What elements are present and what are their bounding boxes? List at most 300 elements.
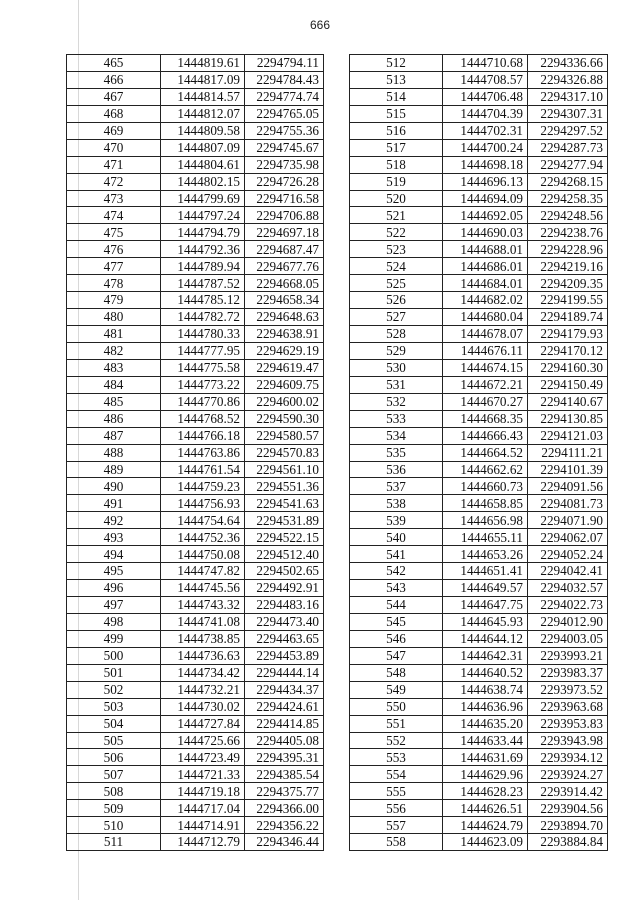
y-coordinate-cell: 2294248.56 bbox=[528, 207, 608, 224]
table-row bbox=[67, 258, 324, 275]
y-coordinate-cell: 2294121.03 bbox=[528, 427, 608, 444]
y-coordinate-cell: 2293914.42 bbox=[528, 783, 608, 800]
point-number-cell: 496 bbox=[67, 580, 161, 597]
table-row bbox=[350, 241, 608, 258]
point-number-cell: 507 bbox=[67, 766, 161, 783]
point-number-cell: 551 bbox=[350, 715, 443, 732]
table-row bbox=[350, 529, 608, 546]
y-coordinate-cell: 2294687.47 bbox=[245, 241, 324, 258]
point-number-cell: 555 bbox=[350, 783, 443, 800]
x-coordinate-cell: 1444777.95 bbox=[161, 342, 245, 359]
x-coordinate-cell: 1444653.26 bbox=[443, 546, 528, 563]
point-number-cell: 489 bbox=[67, 461, 161, 478]
x-coordinate-cell: 1444658.85 bbox=[443, 495, 528, 512]
point-number-cell: 487 bbox=[67, 427, 161, 444]
table-row bbox=[350, 342, 608, 359]
table-row bbox=[350, 105, 608, 122]
x-coordinate-cell: 1444636.96 bbox=[443, 698, 528, 715]
x-coordinate-cell: 1444794.79 bbox=[161, 224, 245, 241]
y-coordinate-cell: 2294745.67 bbox=[245, 139, 324, 156]
point-number-cell: 471 bbox=[67, 156, 161, 173]
coordinates-table-left bbox=[66, 54, 324, 851]
x-coordinate-cell: 1444700.24 bbox=[443, 139, 528, 156]
table-row bbox=[350, 359, 608, 376]
x-coordinate-cell: 1444686.01 bbox=[443, 258, 528, 275]
point-number-cell: 549 bbox=[350, 681, 443, 698]
point-number-cell: 468 bbox=[67, 105, 161, 122]
x-coordinate-cell: 1444780.33 bbox=[161, 326, 245, 343]
x-coordinate-cell: 1444812.07 bbox=[161, 105, 245, 122]
y-coordinate-cell: 2293953.83 bbox=[528, 715, 608, 732]
x-coordinate-cell: 1444644.12 bbox=[443, 630, 528, 647]
table-row bbox=[350, 410, 608, 427]
x-coordinate-cell: 1444766.18 bbox=[161, 427, 245, 444]
x-coordinate-cell: 1444680.04 bbox=[443, 309, 528, 326]
y-coordinate-cell: 2294101.39 bbox=[528, 461, 608, 478]
x-coordinate-cell: 1444741.08 bbox=[161, 613, 245, 630]
y-coordinate-cell: 2293884.84 bbox=[528, 834, 608, 851]
point-number-cell: 492 bbox=[67, 512, 161, 529]
x-coordinate-cell: 1444706.48 bbox=[443, 88, 528, 105]
x-coordinate-cell: 1444631.69 bbox=[443, 749, 528, 766]
y-coordinate-cell: 2294677.76 bbox=[245, 258, 324, 275]
table-row bbox=[350, 766, 608, 783]
y-coordinate-cell: 2294473.40 bbox=[245, 613, 324, 630]
x-coordinate-cell: 1444645.93 bbox=[443, 613, 528, 630]
y-coordinate-cell: 2294258.35 bbox=[528, 190, 608, 207]
x-coordinate-cell: 1444723.49 bbox=[161, 749, 245, 766]
y-coordinate-cell: 2294648.63 bbox=[245, 309, 324, 326]
point-number-cell: 490 bbox=[67, 478, 161, 495]
y-coordinate-cell: 2294765.05 bbox=[245, 105, 324, 122]
x-coordinate-cell: 1444719.18 bbox=[161, 783, 245, 800]
y-coordinate-cell: 2293934.12 bbox=[528, 749, 608, 766]
x-coordinate-cell: 1444640.52 bbox=[443, 664, 528, 681]
point-number-cell: 558 bbox=[350, 834, 443, 851]
y-coordinate-cell: 2294774.74 bbox=[245, 88, 324, 105]
point-number-cell: 481 bbox=[67, 326, 161, 343]
x-coordinate-cell: 1444754.64 bbox=[161, 512, 245, 529]
table-row bbox=[350, 817, 608, 834]
point-number-cell: 469 bbox=[67, 122, 161, 139]
table-row bbox=[67, 393, 324, 410]
point-number-cell: 473 bbox=[67, 190, 161, 207]
x-coordinate-cell: 1444692.05 bbox=[443, 207, 528, 224]
table-row bbox=[67, 478, 324, 495]
point-number-cell: 475 bbox=[67, 224, 161, 241]
y-coordinate-cell: 2294199.55 bbox=[528, 292, 608, 309]
y-coordinate-cell: 2293973.52 bbox=[528, 681, 608, 698]
table-row bbox=[67, 817, 324, 834]
y-coordinate-cell: 2294042.41 bbox=[528, 563, 608, 580]
point-number-cell: 466 bbox=[67, 71, 161, 88]
x-coordinate-cell: 1444633.44 bbox=[443, 732, 528, 749]
point-number-cell: 494 bbox=[67, 546, 161, 563]
y-coordinate-cell: 2294726.28 bbox=[245, 173, 324, 190]
table-row bbox=[67, 512, 324, 529]
table-row bbox=[350, 800, 608, 817]
y-coordinate-cell: 2294238.76 bbox=[528, 224, 608, 241]
y-coordinate-cell: 2294638.91 bbox=[245, 326, 324, 343]
table-row bbox=[350, 156, 608, 173]
y-coordinate-cell: 2294531.89 bbox=[245, 512, 324, 529]
point-number-cell: 524 bbox=[350, 258, 443, 275]
table-row bbox=[67, 647, 324, 664]
x-coordinate-cell: 1444727.84 bbox=[161, 715, 245, 732]
point-number-cell: 523 bbox=[350, 241, 443, 258]
point-number-cell: 495 bbox=[67, 563, 161, 580]
x-coordinate-cell: 1444698.18 bbox=[443, 156, 528, 173]
x-coordinate-cell: 1444662.62 bbox=[443, 461, 528, 478]
point-number-cell: 527 bbox=[350, 309, 443, 326]
x-coordinate-cell: 1444743.32 bbox=[161, 597, 245, 614]
point-number-cell: 483 bbox=[67, 359, 161, 376]
x-coordinate-cell: 1444642.31 bbox=[443, 647, 528, 664]
x-coordinate-cell: 1444708.57 bbox=[443, 71, 528, 88]
point-number-cell: 554 bbox=[350, 766, 443, 783]
y-coordinate-cell: 2294022.73 bbox=[528, 597, 608, 614]
x-coordinate-cell: 1444651.41 bbox=[443, 563, 528, 580]
x-coordinate-cell: 1444704.39 bbox=[443, 105, 528, 122]
y-coordinate-cell: 2294277.94 bbox=[528, 156, 608, 173]
point-number-cell: 497 bbox=[67, 597, 161, 614]
y-coordinate-cell: 2294366.00 bbox=[245, 800, 324, 817]
x-coordinate-cell: 1444792.36 bbox=[161, 241, 245, 258]
point-number-cell: 537 bbox=[350, 478, 443, 495]
table-row bbox=[67, 597, 324, 614]
table-row bbox=[67, 613, 324, 630]
table-row bbox=[67, 580, 324, 597]
y-coordinate-cell: 2294483.16 bbox=[245, 597, 324, 614]
y-coordinate-cell: 2294619.47 bbox=[245, 359, 324, 376]
point-number-cell: 543 bbox=[350, 580, 443, 597]
table-row bbox=[67, 681, 324, 698]
table-row bbox=[350, 563, 608, 580]
table-row bbox=[67, 427, 324, 444]
table-row bbox=[350, 783, 608, 800]
point-number-cell: 478 bbox=[67, 275, 161, 292]
y-coordinate-cell: 2294561.10 bbox=[245, 461, 324, 478]
table-row bbox=[350, 834, 608, 851]
table-row bbox=[67, 55, 324, 72]
point-number-cell: 553 bbox=[350, 749, 443, 766]
point-number-cell: 547 bbox=[350, 647, 443, 664]
y-coordinate-cell: 2294706.88 bbox=[245, 207, 324, 224]
point-number-cell: 531 bbox=[350, 376, 443, 393]
y-coordinate-cell: 2294385.54 bbox=[245, 766, 324, 783]
x-coordinate-cell: 1444817.09 bbox=[161, 71, 245, 88]
x-coordinate-cell: 1444628.23 bbox=[443, 783, 528, 800]
point-number-cell: 517 bbox=[350, 139, 443, 156]
table-row bbox=[67, 88, 324, 105]
y-coordinate-cell: 2294658.34 bbox=[245, 292, 324, 309]
x-coordinate-cell: 1444666.43 bbox=[443, 427, 528, 444]
x-coordinate-cell: 1444670.27 bbox=[443, 393, 528, 410]
y-coordinate-cell: 2294755.36 bbox=[245, 122, 324, 139]
y-coordinate-cell: 2294463.65 bbox=[245, 630, 324, 647]
x-coordinate-cell: 1444674.15 bbox=[443, 359, 528, 376]
table-row bbox=[67, 834, 324, 851]
x-coordinate-cell: 1444623.09 bbox=[443, 834, 528, 851]
table-row bbox=[67, 275, 324, 292]
x-coordinate-cell: 1444761.54 bbox=[161, 461, 245, 478]
table-row bbox=[67, 630, 324, 647]
table-row bbox=[67, 732, 324, 749]
table-row bbox=[67, 207, 324, 224]
x-coordinate-cell: 1444668.35 bbox=[443, 410, 528, 427]
point-number-cell: 472 bbox=[67, 173, 161, 190]
y-coordinate-cell: 2294287.73 bbox=[528, 139, 608, 156]
point-number-cell: 534 bbox=[350, 427, 443, 444]
point-number-cell: 505 bbox=[67, 732, 161, 749]
table-row bbox=[67, 495, 324, 512]
table-row bbox=[350, 546, 608, 563]
table-row bbox=[350, 698, 608, 715]
point-number-cell: 518 bbox=[350, 156, 443, 173]
y-coordinate-cell: 2294003.05 bbox=[528, 630, 608, 647]
point-number-cell: 544 bbox=[350, 597, 443, 614]
table-row bbox=[350, 173, 608, 190]
y-coordinate-cell: 2293983.37 bbox=[528, 664, 608, 681]
x-coordinate-cell: 1444814.57 bbox=[161, 88, 245, 105]
coordinates-table-right bbox=[349, 54, 608, 851]
x-coordinate-cell: 1444750.08 bbox=[161, 546, 245, 563]
y-coordinate-cell: 2294170.12 bbox=[528, 342, 608, 359]
table-row bbox=[67, 664, 324, 681]
table-row bbox=[67, 749, 324, 766]
x-coordinate-cell: 1444717.04 bbox=[161, 800, 245, 817]
table-row bbox=[350, 376, 608, 393]
y-coordinate-cell: 2294189.74 bbox=[528, 309, 608, 326]
point-number-cell: 541 bbox=[350, 546, 443, 563]
table-row bbox=[67, 224, 324, 241]
x-coordinate-cell: 1444672.21 bbox=[443, 376, 528, 393]
point-number-cell: 482 bbox=[67, 342, 161, 359]
table-row bbox=[67, 292, 324, 309]
point-number-cell: 501 bbox=[67, 664, 161, 681]
point-number-cell: 542 bbox=[350, 563, 443, 580]
point-number-cell: 480 bbox=[67, 309, 161, 326]
y-coordinate-cell: 2294375.77 bbox=[245, 783, 324, 800]
table-row bbox=[67, 563, 324, 580]
page-number: 666 bbox=[309, 18, 331, 32]
point-number-cell: 545 bbox=[350, 613, 443, 630]
y-coordinate-cell: 2294434.37 bbox=[245, 681, 324, 698]
point-number-cell: 488 bbox=[67, 444, 161, 461]
table-row bbox=[350, 139, 608, 156]
table-row bbox=[350, 512, 608, 529]
y-coordinate-cell: 2294629.19 bbox=[245, 342, 324, 359]
x-coordinate-cell: 1444730.02 bbox=[161, 698, 245, 715]
table-row bbox=[67, 309, 324, 326]
y-coordinate-cell: 2294512.40 bbox=[245, 546, 324, 563]
y-coordinate-cell: 2294111.21 bbox=[528, 444, 608, 461]
point-number-cell: 498 bbox=[67, 613, 161, 630]
y-coordinate-cell: 2294150.49 bbox=[528, 376, 608, 393]
x-coordinate-cell: 1444638.74 bbox=[443, 681, 528, 698]
y-coordinate-cell: 2294580.57 bbox=[245, 427, 324, 444]
x-coordinate-cell: 1444804.61 bbox=[161, 156, 245, 173]
y-coordinate-cell: 2294071.90 bbox=[528, 512, 608, 529]
point-number-cell: 465 bbox=[67, 55, 161, 72]
table-row bbox=[350, 207, 608, 224]
x-coordinate-cell: 1444714.91 bbox=[161, 817, 245, 834]
y-coordinate-cell: 2294219.16 bbox=[528, 258, 608, 275]
x-coordinate-cell: 1444736.63 bbox=[161, 647, 245, 664]
point-number-cell: 510 bbox=[67, 817, 161, 834]
y-coordinate-cell: 2294735.98 bbox=[245, 156, 324, 173]
point-number-cell: 493 bbox=[67, 529, 161, 546]
y-coordinate-cell: 2294395.31 bbox=[245, 749, 324, 766]
y-coordinate-cell: 2294492.91 bbox=[245, 580, 324, 597]
y-coordinate-cell: 2293943.98 bbox=[528, 732, 608, 749]
table-row bbox=[67, 715, 324, 732]
x-coordinate-cell: 1444664.52 bbox=[443, 444, 528, 461]
point-number-cell: 522 bbox=[350, 224, 443, 241]
point-number-cell: 485 bbox=[67, 393, 161, 410]
y-coordinate-cell: 2293894.70 bbox=[528, 817, 608, 834]
y-coordinate-cell: 2294609.75 bbox=[245, 376, 324, 393]
y-coordinate-cell: 2294590.30 bbox=[245, 410, 324, 427]
x-coordinate-cell: 1444773.22 bbox=[161, 376, 245, 393]
table-row bbox=[350, 224, 608, 241]
y-coordinate-cell: 2293993.21 bbox=[528, 647, 608, 664]
y-coordinate-cell: 2294600.02 bbox=[245, 393, 324, 410]
y-coordinate-cell: 2294307.31 bbox=[528, 105, 608, 122]
x-coordinate-cell: 1444763.86 bbox=[161, 444, 245, 461]
table-row bbox=[350, 681, 608, 698]
x-coordinate-cell: 1444745.56 bbox=[161, 580, 245, 597]
point-number-cell: 506 bbox=[67, 749, 161, 766]
point-number-cell: 515 bbox=[350, 105, 443, 122]
point-number-cell: 540 bbox=[350, 529, 443, 546]
table-row bbox=[350, 88, 608, 105]
y-coordinate-cell: 2294228.96 bbox=[528, 241, 608, 258]
x-coordinate-cell: 1444696.13 bbox=[443, 173, 528, 190]
x-coordinate-cell: 1444629.96 bbox=[443, 766, 528, 783]
x-coordinate-cell: 1444732.21 bbox=[161, 681, 245, 698]
table-row bbox=[350, 495, 608, 512]
y-coordinate-cell: 2294336.66 bbox=[528, 55, 608, 72]
point-number-cell: 504 bbox=[67, 715, 161, 732]
x-coordinate-cell: 1444756.93 bbox=[161, 495, 245, 512]
table-row bbox=[67, 342, 324, 359]
x-coordinate-cell: 1444797.24 bbox=[161, 207, 245, 224]
x-coordinate-cell: 1444710.68 bbox=[443, 55, 528, 72]
y-coordinate-cell: 2294012.90 bbox=[528, 613, 608, 630]
point-number-cell: 500 bbox=[67, 647, 161, 664]
x-coordinate-cell: 1444759.23 bbox=[161, 478, 245, 495]
x-coordinate-cell: 1444802.15 bbox=[161, 173, 245, 190]
y-coordinate-cell: 2294405.08 bbox=[245, 732, 324, 749]
table-row bbox=[350, 393, 608, 410]
point-number-cell: 535 bbox=[350, 444, 443, 461]
table-row bbox=[350, 647, 608, 664]
y-coordinate-cell: 2293904.56 bbox=[528, 800, 608, 817]
x-coordinate-cell: 1444725.66 bbox=[161, 732, 245, 749]
point-number-cell: 538 bbox=[350, 495, 443, 512]
table-row bbox=[350, 55, 608, 72]
table-row bbox=[67, 766, 324, 783]
y-coordinate-cell: 2294130.85 bbox=[528, 410, 608, 427]
x-coordinate-cell: 1444682.02 bbox=[443, 292, 528, 309]
x-coordinate-cell: 1444738.85 bbox=[161, 630, 245, 647]
point-number-cell: 514 bbox=[350, 88, 443, 105]
x-coordinate-cell: 1444684.01 bbox=[443, 275, 528, 292]
y-coordinate-cell: 2294356.22 bbox=[245, 817, 324, 834]
point-number-cell: 511 bbox=[67, 834, 161, 851]
point-number-cell: 486 bbox=[67, 410, 161, 427]
x-coordinate-cell: 1444702.31 bbox=[443, 122, 528, 139]
x-coordinate-cell: 1444770.86 bbox=[161, 393, 245, 410]
x-coordinate-cell: 1444656.98 bbox=[443, 512, 528, 529]
table-row bbox=[350, 715, 608, 732]
table-row bbox=[67, 444, 324, 461]
point-number-cell: 529 bbox=[350, 342, 443, 359]
y-coordinate-cell: 2294091.56 bbox=[528, 478, 608, 495]
table-row bbox=[67, 461, 324, 478]
table-row bbox=[350, 630, 608, 647]
table-row bbox=[350, 427, 608, 444]
table-row bbox=[350, 444, 608, 461]
y-coordinate-cell: 2293924.27 bbox=[528, 766, 608, 783]
y-coordinate-cell: 2294414.85 bbox=[245, 715, 324, 732]
x-coordinate-cell: 1444734.42 bbox=[161, 664, 245, 681]
x-coordinate-cell: 1444819.61 bbox=[161, 55, 245, 72]
point-number-cell: 526 bbox=[350, 292, 443, 309]
point-number-cell: 509 bbox=[67, 800, 161, 817]
y-coordinate-cell: 2294424.61 bbox=[245, 698, 324, 715]
y-coordinate-cell: 2294784.43 bbox=[245, 71, 324, 88]
x-coordinate-cell: 1444789.94 bbox=[161, 258, 245, 275]
table-row bbox=[67, 241, 324, 258]
table-row bbox=[350, 309, 608, 326]
point-number-cell: 550 bbox=[350, 698, 443, 715]
table-row bbox=[67, 376, 324, 393]
x-coordinate-cell: 1444676.11 bbox=[443, 342, 528, 359]
x-coordinate-cell: 1444624.79 bbox=[443, 817, 528, 834]
point-number-cell: 552 bbox=[350, 732, 443, 749]
point-number-cell: 467 bbox=[67, 88, 161, 105]
point-number-cell: 474 bbox=[67, 207, 161, 224]
table-row bbox=[67, 359, 324, 376]
table-row bbox=[350, 275, 608, 292]
table-row bbox=[67, 122, 324, 139]
x-coordinate-cell: 1444752.36 bbox=[161, 529, 245, 546]
y-coordinate-cell: 2294502.65 bbox=[245, 563, 324, 580]
point-number-cell: 548 bbox=[350, 664, 443, 681]
table-row bbox=[67, 410, 324, 427]
y-coordinate-cell: 2294551.36 bbox=[245, 478, 324, 495]
table-row bbox=[350, 461, 608, 478]
y-coordinate-cell: 2294444.14 bbox=[245, 664, 324, 681]
y-coordinate-cell: 2294032.57 bbox=[528, 580, 608, 597]
point-number-cell: 479 bbox=[67, 292, 161, 309]
x-coordinate-cell: 1444712.79 bbox=[161, 834, 245, 851]
y-coordinate-cell: 2294570.83 bbox=[245, 444, 324, 461]
point-number-cell: 513 bbox=[350, 71, 443, 88]
table-row bbox=[350, 122, 608, 139]
point-number-cell: 502 bbox=[67, 681, 161, 698]
table-row bbox=[67, 139, 324, 156]
point-number-cell: 477 bbox=[67, 258, 161, 275]
y-coordinate-cell: 2294297.52 bbox=[528, 122, 608, 139]
x-coordinate-cell: 1444688.01 bbox=[443, 241, 528, 258]
point-number-cell: 512 bbox=[350, 55, 443, 72]
y-coordinate-cell: 2294716.58 bbox=[245, 190, 324, 207]
y-coordinate-cell: 2294453.89 bbox=[245, 647, 324, 664]
table-row bbox=[350, 664, 608, 681]
